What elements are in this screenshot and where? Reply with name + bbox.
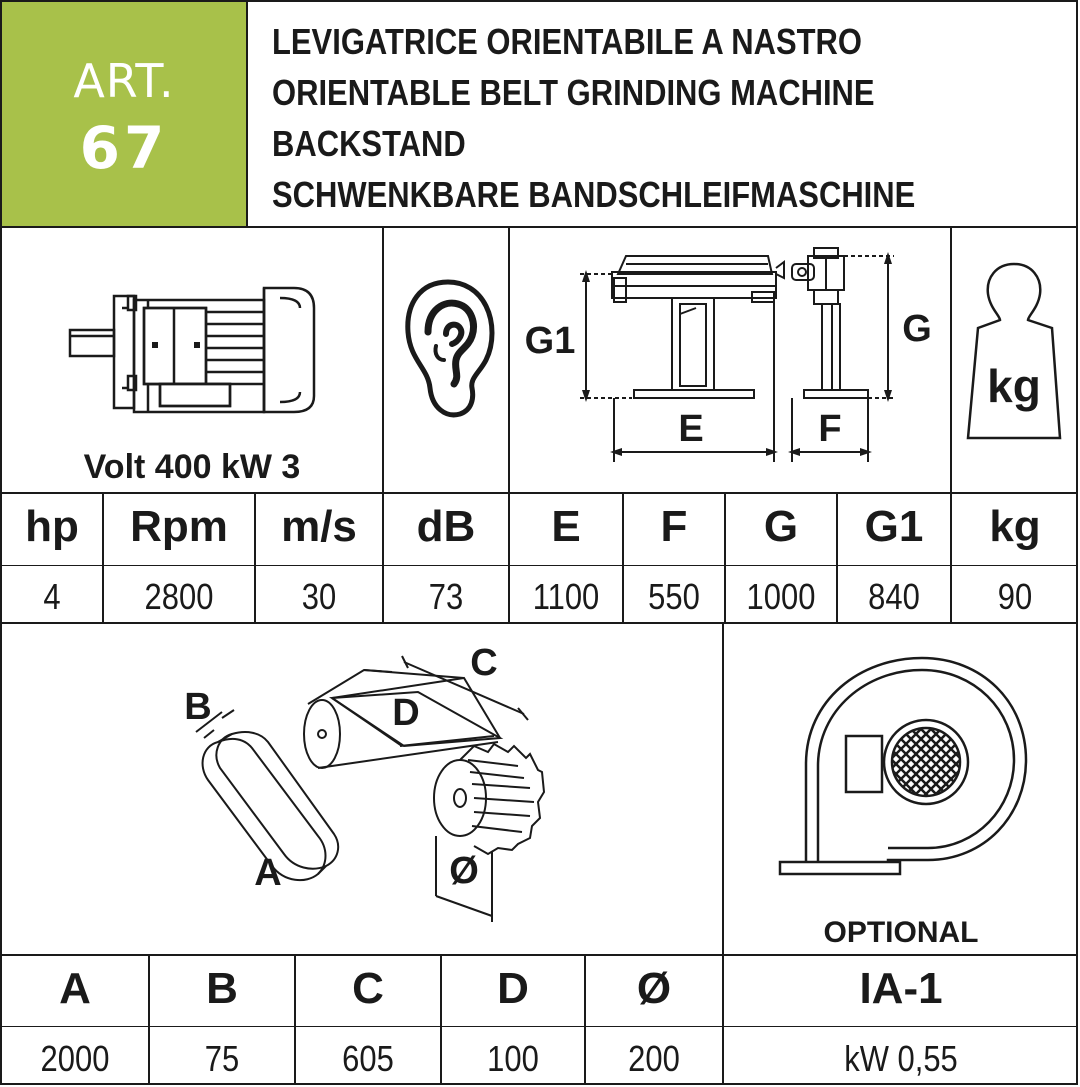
product-titles (272, 16, 1072, 220)
article-number: 67 (79, 114, 169, 182)
title-italian: LEVIGATRICE ORIENTABILE A NASTRO (272, 21, 862, 62)
table1-header: F (660, 502, 688, 551)
table2-value: 605 (342, 1038, 394, 1079)
weight-kg-text: kg (987, 360, 1041, 412)
article-prefix: ART. (73, 54, 175, 108)
label-f: F (818, 408, 842, 450)
divider (2, 1026, 1078, 1027)
table2-header: IA-1 (859, 964, 943, 1013)
label-e: E (678, 408, 704, 450)
table2-header: C (352, 964, 384, 1013)
table1-header: G (763, 502, 799, 551)
divider (2, 622, 1078, 624)
divider (508, 226, 510, 492)
table2-header: B (206, 964, 238, 1013)
table1-header: kg (989, 502, 1041, 551)
motor-rating: Volt 400 kW 3 (83, 448, 301, 486)
label-diameter: Ø (449, 850, 479, 892)
table2-header: D (497, 964, 529, 1013)
table1-header: Rpm (130, 502, 228, 551)
table1-value: 840 (868, 576, 920, 617)
table1-value: 2800 (144, 576, 214, 617)
optional-label: OPTIONAL (823, 916, 979, 949)
label-g1: G1 (524, 320, 576, 362)
table1-value: 90 (997, 576, 1033, 617)
table1-header: dB (416, 502, 476, 551)
divider (2, 565, 1078, 566)
label-d: D (392, 692, 420, 734)
table1-value: 4 (43, 576, 61, 617)
table2-value: 75 (204, 1038, 240, 1079)
table1-value: 550 (648, 576, 700, 617)
divider (2, 226, 1078, 228)
divider (950, 226, 952, 492)
divider (722, 622, 724, 1084)
title-english: ORIENTABLE BELT GRINDING MACHINE (272, 72, 875, 113)
belt-diagram (178, 642, 558, 932)
table2-value: 2000 (40, 1038, 110, 1079)
label-b: B (184, 686, 212, 728)
table1-value: 73 (428, 576, 464, 617)
label-a: A (254, 852, 282, 894)
table1-value: 1100 (532, 576, 600, 617)
ear-icon (400, 276, 496, 422)
divider (382, 226, 384, 492)
table1-header: m/s (281, 502, 357, 551)
table1-value: 30 (301, 576, 337, 617)
title-backstand: BACKSTAND (272, 123, 466, 164)
divider (246, 2, 248, 226)
divider (2, 492, 1078, 494)
label-g: G (902, 308, 932, 350)
table1-value: 1000 (746, 576, 816, 617)
table2-header: Ø (636, 964, 672, 1013)
article-badge (2, 2, 246, 226)
electric-motor-icon (68, 278, 318, 418)
table2-header: A (59, 964, 91, 1013)
label-c: C (470, 642, 498, 684)
dimension-diagram (522, 242, 942, 472)
title-german: SCHWENKBARE BANDSCHLEIFMASCHINE (272, 174, 916, 215)
table1-header: E (551, 502, 581, 551)
weight-kg-icon (966, 258, 1062, 442)
table2-value: 100 (487, 1038, 539, 1079)
divider (2, 954, 1078, 956)
table1-header: hp (25, 502, 79, 551)
table1-header: G1 (864, 502, 924, 551)
centrifugal-fan-icon (776, 654, 1032, 880)
table2-value: 200 (628, 1038, 680, 1079)
table2-value: kW 0,55 (844, 1038, 958, 1079)
